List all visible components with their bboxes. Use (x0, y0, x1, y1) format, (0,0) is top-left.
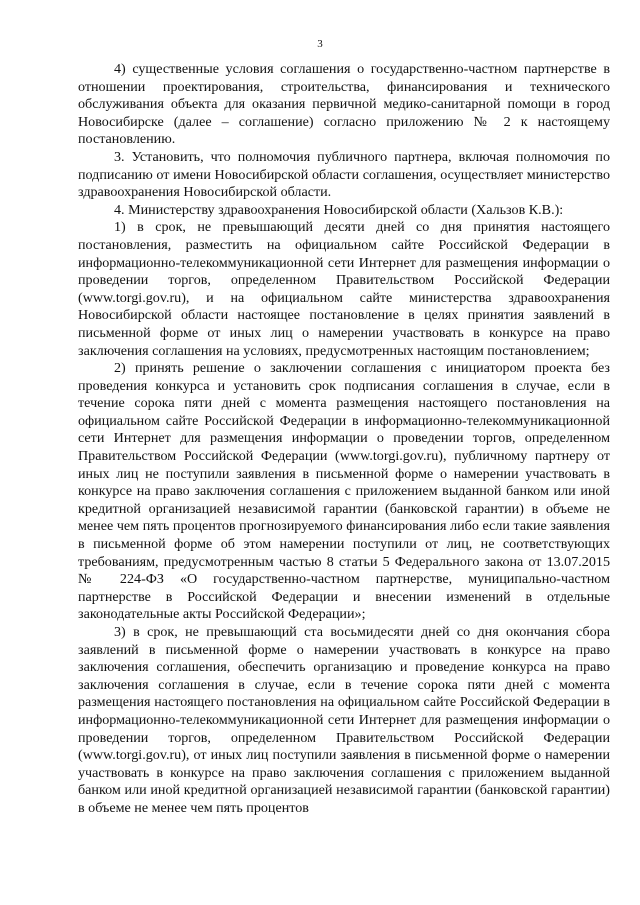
paragraph-subitem-2: 2) принять решение о заключении соглашения с инициатором проекта без проведения конкурса и установить срок подписания соглашения в случае, если в течение сорока пяти дней с момента размещения настоящего постановления на официальном сайте Российской Федерации в информационно-телекоммуникационной сети Интернет для размещения информации о проведении торгов, определенном Правительством Российской Федерации (www.torgi.gov.ru), публичному партнеру от иных лиц не поступили заявления в письменной форме о намерении участвовать в конкурсе на право заключения соглашения с приложением выданной банком или иной кредитной организацией независимой гарантии (банковской гарантии) в объеме не менее чем пять процентов прогнозируемого финансирования либо если такие заявления в письменной форме об этом намерении поступили от лиц, не соответствующих требованиям, предусмотренным частью 8 статьи 5 Федерального закона от 13.07.2015 № 224-ФЗ «О государственно-частном партнерстве, муниципально-частном партнерстве в Российской Федерации и внесении изменений в отдельные законодательные акты Российской Федерации»; (78, 360, 610, 623)
paragraph-section-3: 3. Установить, что полномочия публичного партнера, включая полномочия по подписанию от имени Новосибирской области соглашения, осуществляет министерство здравоохранения Новосибирской области. (78, 148, 610, 201)
page-number: 3 (317, 38, 323, 50)
document-body (78, 61, 610, 818)
paragraph-subitem-1: 1) в срок, не превышающий десяти дней со дня принятия настоящего постановления, разместить на официальном сайте Российской Федерации в информационно-телекоммуникационной сети Интернет для размещения информации о проведении торгов, определенном Правительством Российской Федерации (www.torgi.gov.ru), и на официальном сайте министерства здравоохранения Новосибирской области настоящее постановление в целях принятия заявлений в письменной форме от иных лиц о намерении участвовать в конкурсе на право заключения соглашения на условиях, предусмотренных настоящим постановлением; (78, 219, 610, 359)
paragraph-item-4-conditions: 4) существенные условия соглашения о государственно-частном партнерстве в отношении проектирования, строительства, финансирования и технического обслуживания объекта для оказания первичной медико-санитарной помощи в город Новосибирске (далее – соглашение) согласно приложению № 2 к настоящему постановлению. (78, 61, 610, 148)
paragraph-subitem-3: 3) в срок, не превышающий ста восьмидесяти дней со дня окончания сбора заявлений в письменной форме о намерении участвовать в конкурсе на право заключения соглашения, обеспечить организацию и проведение конкурса на право заключения соглашения в случае, если в течение сорока пяти дней с момента размещения настоящего постановления на официальном сайте Российской Федерации в информационно-телекоммуникационной сети Интернет для размещения информации о проведении торгов, определенном Правительством Российской Федерации (www.torgi.gov.ru), от иных лиц поступили заявления в письменной форме о намерении участвовать в конкурсе на право заключения соглашения с приложением выданной банком или иной кредитной организацией независимой гарантии (банковской гарантии) в объеме не менее чем пять процентов (78, 624, 610, 816)
paragraph-section-4: 4. Министерству здравоохранения Новосибирской области (Хальзов К.В.): (114, 201, 564, 218)
